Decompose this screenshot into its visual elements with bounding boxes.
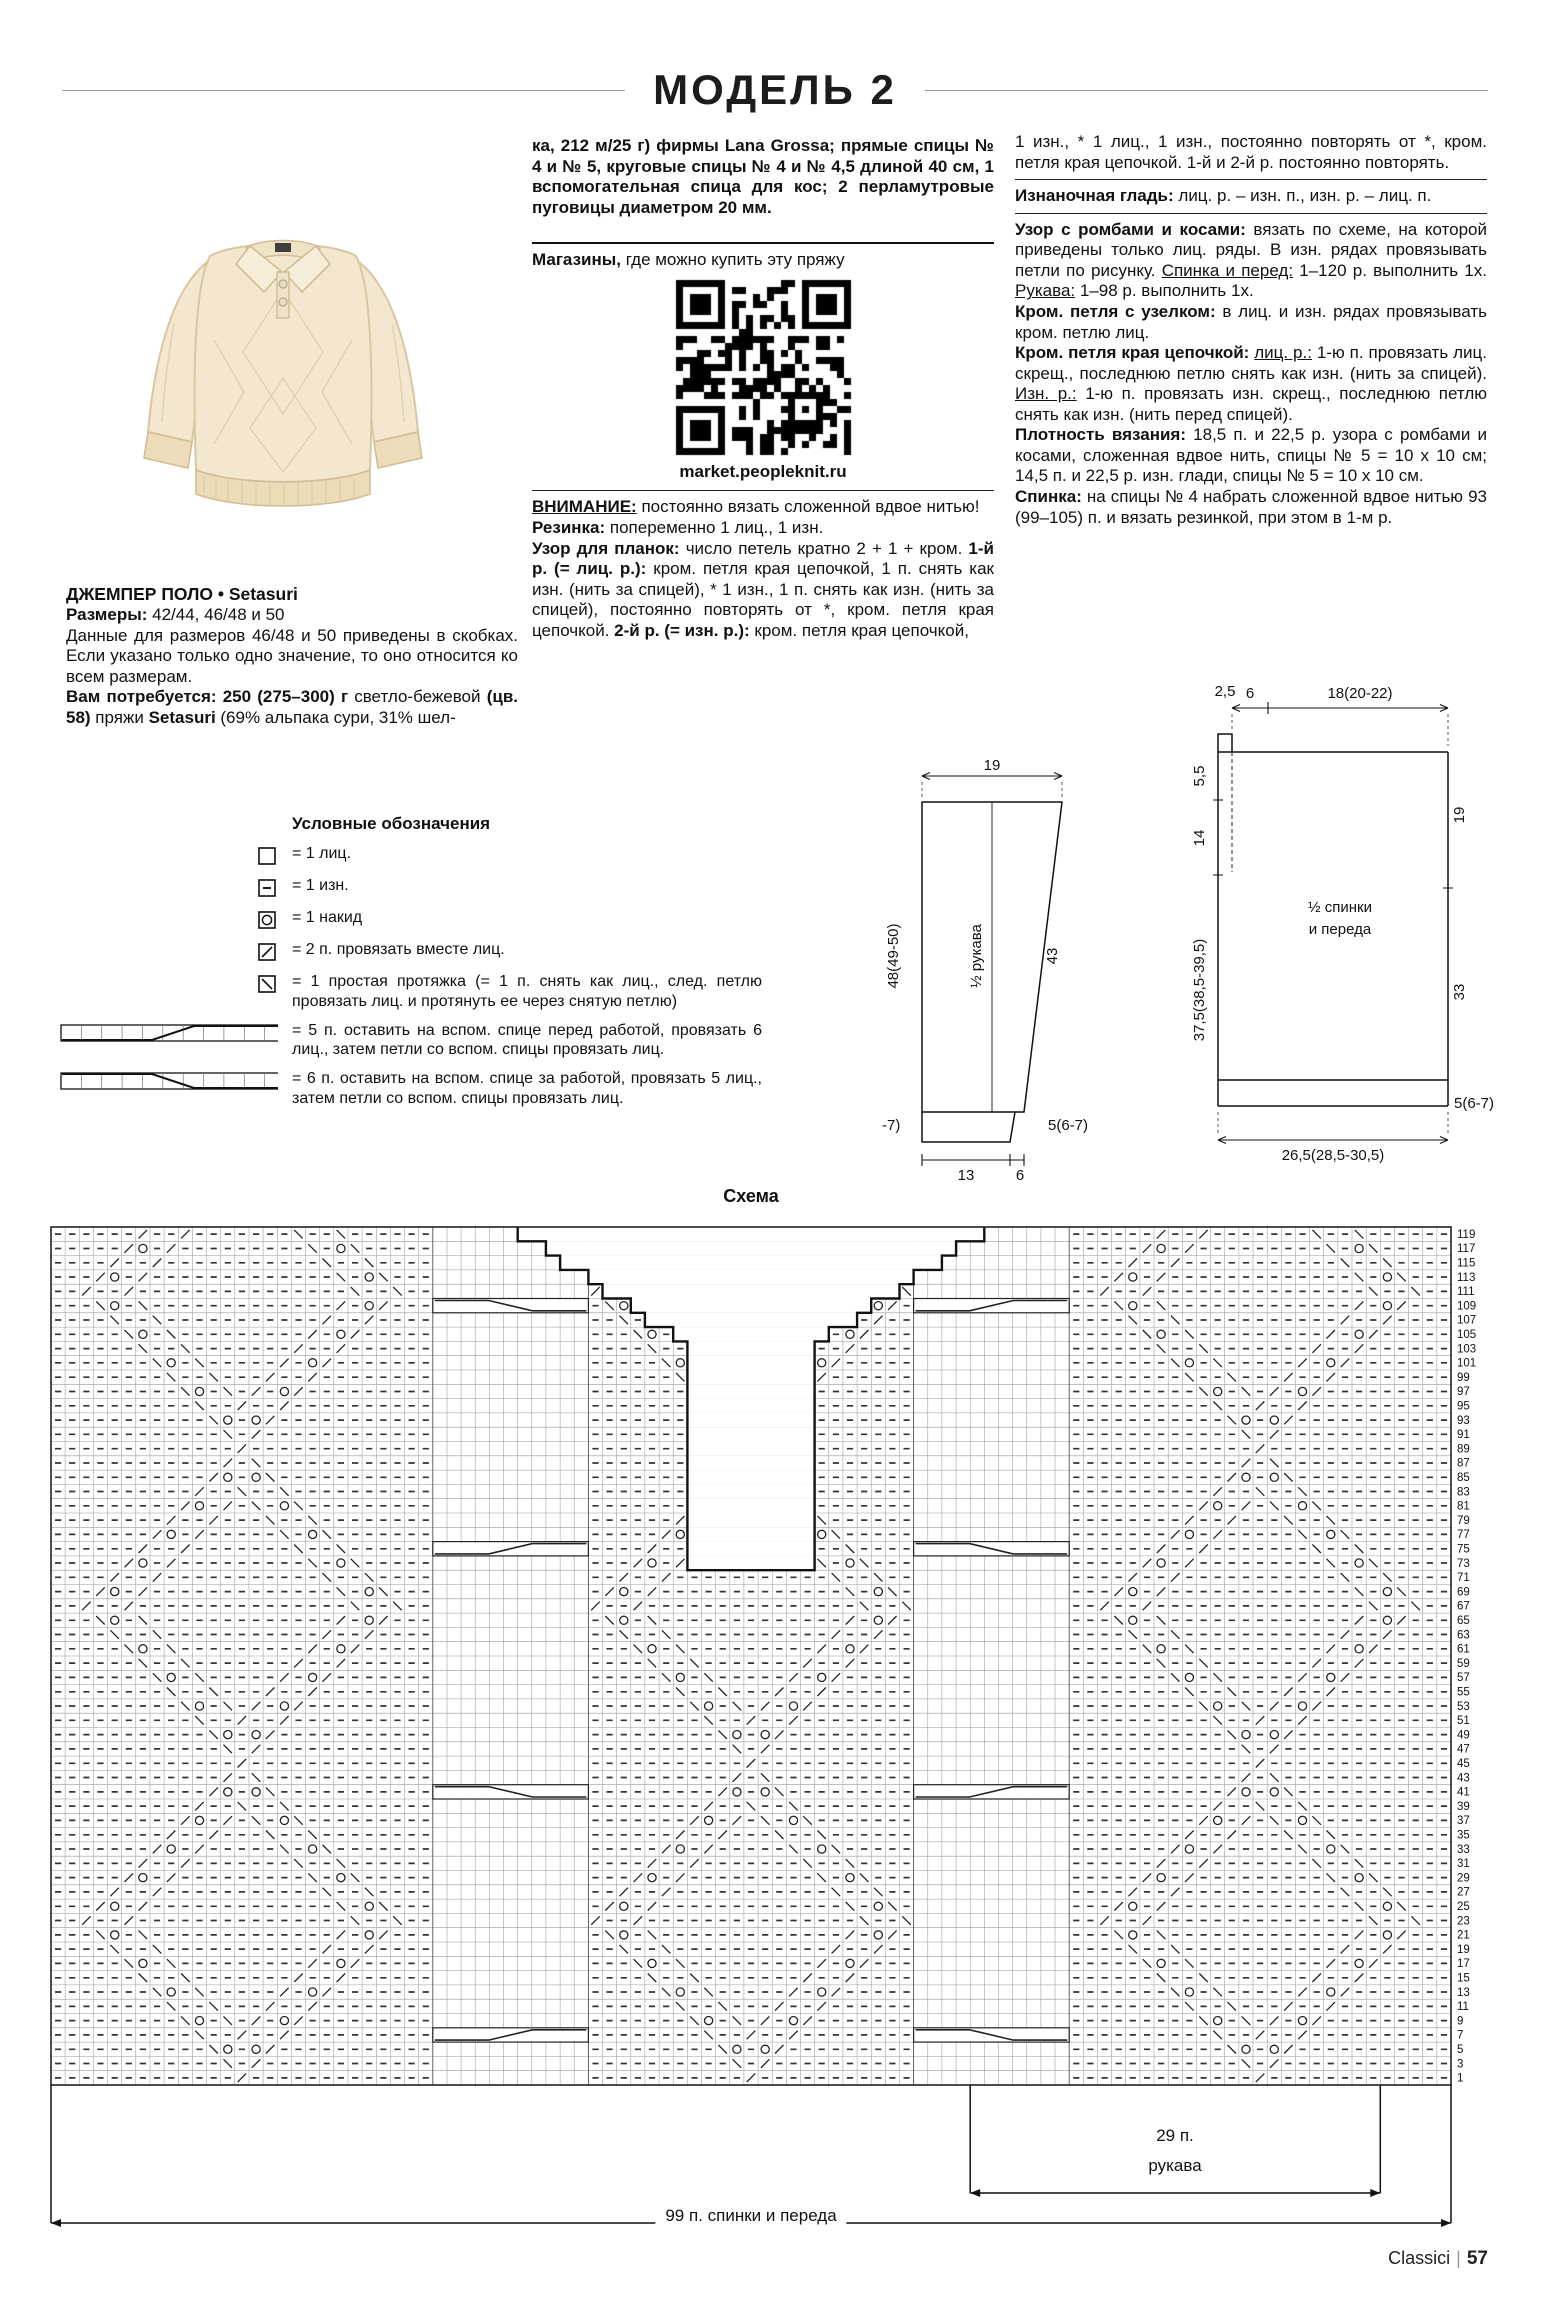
sleeve-bracket-label-2: рукава <box>1148 2156 1202 2175</box>
svg-text:33: 33 <box>1457 1843 1470 1856</box>
band-pattern-paragraph: Узор для планок: число петель кратно 2 + 1 + кром. 1-й р. (= лиц. р.): кром. петля края цепочкой, 1 п. снять как изн. (нить за спицей), * 1 изн., 1 п. снять как изн. (нить за спицей), постоянно повторять от *, кром. петля края цепочкой. 2-й р. (= изн. р.): кром. петля края цепочкой, <box>532 538 994 640</box>
svg-text:47: 47 <box>1457 1743 1470 1756</box>
legend-item: = 1 простая протяжка (= 1 п. снять как лиц., след. петлю провязать лиц. и протянуть ее через снятую петлю) <box>60 972 810 1012</box>
diamond-cable-pattern: Узор с ромбами и косами: вязать по схеме, на которой приведены только лиц. ряды. В изн. рядах провязывать петли по рисунку. Спинка и перед: 1–120 р. выполнить 1х. Рукава: 1–98 р. выполнить 1х. <box>1015 219 1487 301</box>
right-column <box>1015 132 1487 528</box>
body-top-step: 2,5 <box>1214 683 1236 700</box>
svg-text:115: 115 <box>1457 1257 1476 1270</box>
qr-caption: market.peopleknit.ru <box>679 461 847 481</box>
slip-decrease-icon <box>256 973 278 995</box>
svg-text:19: 19 <box>1457 1943 1470 1956</box>
button <box>279 280 287 288</box>
svg-text:25: 25 <box>1457 1901 1470 1913</box>
materials-continued: ка, 212 м/25 г) фирмы Lana Grossa; прямые спицы № 4 и № 5, круговые спицы № 4 и № 4,5 длиной 40 см, 1 вспомогательная спица для кос; 2 перламутровые пуговицы диаметром 20 мм. <box>532 136 994 217</box>
svg-text:99: 99 <box>1457 1371 1470 1384</box>
footer-brand: Classici <box>1388 2248 1451 2268</box>
svg-text:75: 75 <box>1457 1543 1470 1556</box>
svg-text:79: 79 <box>1457 1514 1470 1527</box>
svg-text:113: 113 <box>1457 1271 1476 1284</box>
placket <box>277 272 289 318</box>
footer-page-number: 57 <box>1466 2248 1488 2269</box>
svg-text:15: 15 <box>1457 1972 1470 1985</box>
svg-text:59: 59 <box>1457 1657 1470 1670</box>
legend-item: = 6 п. оставить на вспом. спице за работой, провязать 5 лиц., затем петли со вспом. спицы провязать лиц. <box>60 1069 810 1109</box>
sleeve-cuff-left: -7) <box>882 1117 901 1134</box>
sleeve-label: ½ рукава <box>968 924 985 988</box>
body-right-h2: 33 <box>1451 983 1468 1001</box>
svg-text:1: 1 <box>1457 2072 1464 2085</box>
sleeve-bottom-w2: 6 <box>1015 1167 1025 1184</box>
svg-text:69: 69 <box>1457 1586 1470 1599</box>
svg-text:35: 35 <box>1457 1829 1470 1842</box>
article-heading: ДЖЕМПЕР ПОЛО • Setasuri <box>66 584 298 604</box>
svg-text:89: 89 <box>1457 1443 1470 1456</box>
legend-item: = 1 лиц. <box>60 844 810 867</box>
svg-text:51: 51 <box>1457 1715 1470 1728</box>
cable-back-icon <box>60 1070 278 1092</box>
knit-stitch-icon <box>256 845 278 867</box>
svg-text:27: 27 <box>1457 1886 1470 1899</box>
symbol-legend <box>60 814 810 1118</box>
chart-title: Схема <box>723 1186 779 1206</box>
qr-block <box>532 277 994 483</box>
svg-text:29: 29 <box>1457 1872 1470 1885</box>
svg-text:61: 61 <box>1457 1643 1470 1656</box>
page-title-bar <box>0 66 1550 114</box>
svg-text:65: 65 <box>1457 1615 1470 1627</box>
svg-text:13: 13 <box>1457 1986 1470 1999</box>
body-bracket-label: 99 п. спинки и переда <box>655 2206 846 2226</box>
body-rib-height: 5(6-7) <box>1454 1095 1495 1112</box>
sleeve-bottom-w1: 13 <box>957 1167 975 1184</box>
svg-text:103: 103 <box>1457 1343 1477 1356</box>
svg-text:55: 55 <box>1457 1686 1470 1699</box>
materials-paragraph: Вам потребуется: 250 (275–300) г светло-бежевой (цв. 58) пряжи Setasuri (69% альпака сури, 31% шел- <box>66 687 518 727</box>
page-title: МОДЕЛЬ 2 <box>653 66 897 113</box>
svg-text:41: 41 <box>1457 1786 1470 1799</box>
svg-text:23: 23 <box>1457 1915 1470 1928</box>
svg-text:57: 57 <box>1457 1672 1470 1685</box>
body-top-w2: 18(20-22) <box>1327 685 1393 702</box>
svg-text:43: 43 <box>1457 1772 1470 1785</box>
gauge-paragraph: Плотность вязания: 18,5 п. и 22,5 р. узора с ромбами и косами, сложенная вдвое нить, спицы № 5 = 10 x 10 см; 14,5 п. и 22,5 р. изн. глади, спицы № 5 = 10 x 10 см. <box>1015 425 1487 486</box>
sleeve-cuff-right: 5(6-7) <box>1048 1117 1089 1134</box>
svg-text:31: 31 <box>1457 1858 1470 1871</box>
back-instructions: Спинка: на спицы № 4 набрать сложенной вдвое нитью 93 (99–105) п. и вязать резинкой, при этом в 1-м р. <box>1015 487 1487 527</box>
svg-text:91: 91 <box>1457 1429 1470 1442</box>
sleeve-right-length: 43 <box>1044 947 1061 965</box>
shops-line: Магазины, где можно купить эту пряжу <box>532 250 845 270</box>
body-left-h3: 37,5(38,5-39,5) <box>1191 938 1208 1042</box>
divider <box>1015 179 1487 180</box>
svg-text:101: 101 <box>1457 1357 1477 1370</box>
yarn-over-icon <box>256 909 278 931</box>
divider <box>532 490 994 491</box>
divider <box>532 242 994 244</box>
sleeve-left-length: 48(49-50) <box>885 923 902 989</box>
svg-text:81: 81 <box>1457 1500 1470 1513</box>
k2tog-icon <box>256 941 278 963</box>
button <box>279 298 287 306</box>
page-footer <box>1388 2248 1488 2270</box>
left-column <box>66 138 518 729</box>
svg-text:53: 53 <box>1457 1700 1470 1713</box>
svg-text:73: 73 <box>1457 1557 1470 1570</box>
cable-front-icon <box>60 1022 278 1044</box>
svg-text:39: 39 <box>1457 1800 1470 1813</box>
knitting-chart-svg <box>40 1218 1540 2258</box>
purl-stitch-icon <box>256 877 278 899</box>
svg-text:97: 97 <box>1457 1386 1470 1399</box>
middle-column <box>532 136 994 641</box>
svg-text:9: 9 <box>1457 2015 1464 2028</box>
svg-text:67: 67 <box>1457 1600 1470 1613</box>
sleeve-bracket-label-1: 29 п. <box>1156 2126 1194 2145</box>
qr-code <box>673 277 854 458</box>
body-left-h2: 14 <box>1191 829 1208 847</box>
legend-item: = 2 п. провязать вместе лиц. <box>60 940 810 963</box>
legend-item: = 5 п. оставить на вспом. спице перед работой, провязать 6 лиц., затем петли со вспом. спицы провязать лиц. <box>60 1021 810 1061</box>
svg-text:77: 77 <box>1457 1529 1470 1542</box>
title-rule-left <box>62 90 625 91</box>
divider <box>1015 213 1487 214</box>
ribbing-paragraph: Резинка: попеременно 1 лиц., 1 изн. <box>532 517 824 537</box>
reverse-stockinette: Изнаночная гладь: лиц. р. – изн. п., изн. р. – лиц. п. <box>1015 186 1432 206</box>
svg-text:63: 63 <box>1457 1629 1470 1642</box>
svg-text:11: 11 <box>1457 2001 1469 2014</box>
body-left-h1: 5,5 <box>1191 765 1208 787</box>
svg-text:119: 119 <box>1457 1228 1476 1241</box>
selvedge-chain: Кром. петля края цепочкой: лиц. р.: 1-ю п. провязать лиц. скрещ., последнюю петлю снять как изн. (нить за спицей). Изн. р.: 1-ю п. провязать изн. скрещ., последнюю петлю снять как изн. (нить перед спицей). <box>1015 343 1487 424</box>
title-rule-right <box>925 90 1488 91</box>
sweater-illustration <box>118 140 448 580</box>
svg-text:21: 21 <box>1457 1929 1470 1942</box>
svg-text:87: 87 <box>1457 1457 1470 1470</box>
siz-note: Данные для размеров 46/48 и 50 приведены в скобках. Если указано только одно значение, то оно относится ко всем размерам. <box>66 625 518 686</box>
footer-divider: | <box>1456 2248 1461 2268</box>
svg-text:95: 95 <box>1457 1400 1470 1413</box>
body-label-line2: и переда <box>1308 921 1372 938</box>
body-label-line1: ½ спинки <box>1308 899 1372 916</box>
svg-text:3: 3 <box>1457 2058 1464 2071</box>
selvedge-knot: Кром. петля с узелком: в лиц. и изн. рядах провязывать кром. петлю лиц. <box>1015 301 1487 342</box>
legend-title: Условные обозначения <box>292 814 491 833</box>
svg-text:83: 83 <box>1457 1486 1470 1499</box>
legend-item: = 1 изн. <box>60 876 810 899</box>
svg-text:93: 93 <box>1457 1414 1470 1427</box>
svg-text:85: 85 <box>1457 1472 1470 1484</box>
svg-text:5: 5 <box>1457 2044 1464 2056</box>
body-bottom-width: 26,5(28,5-30,5) <box>1281 1147 1385 1164</box>
svg-text:107: 107 <box>1457 1314 1477 1327</box>
svg-text:71: 71 <box>1457 1572 1470 1585</box>
svg-text:37: 37 <box>1457 1815 1470 1828</box>
pattern-continued: 1 изн., * 1 лиц., 1 изн., постоянно повторять от *, кром. петля края цепочкой. 1-й и 2-й р. постоянно повторять. <box>1015 132 1487 172</box>
knitting-chart <box>40 1218 1540 2258</box>
body-schematic <box>1128 660 1548 1172</box>
legend-item: = 1 накид <box>60 908 810 931</box>
sizes-line: Размеры: 42/44, 46/48 и 50 <box>66 605 285 625</box>
svg-text:17: 17 <box>1457 1958 1470 1971</box>
svg-text:49: 49 <box>1457 1729 1470 1742</box>
body-right-h1: 19 <box>1451 806 1468 824</box>
collar-tag <box>275 243 291 252</box>
svg-text:7: 7 <box>1457 2029 1464 2042</box>
sleeve-top-width: 19 <box>983 757 1001 774</box>
svg-text:109: 109 <box>1457 1300 1477 1313</box>
svg-text:117: 117 <box>1457 1243 1476 1256</box>
attention-paragraph: ВНИМАНИЕ: постоянно вязать сложенной вдвое нитью! <box>532 497 980 517</box>
body-top-w1: 6 <box>1245 685 1255 702</box>
svg-text:111: 111 <box>1457 1286 1475 1299</box>
sweater-photo <box>66 138 518 584</box>
svg-text:45: 45 <box>1457 1758 1470 1770</box>
svg-text:105: 105 <box>1457 1329 1477 1341</box>
